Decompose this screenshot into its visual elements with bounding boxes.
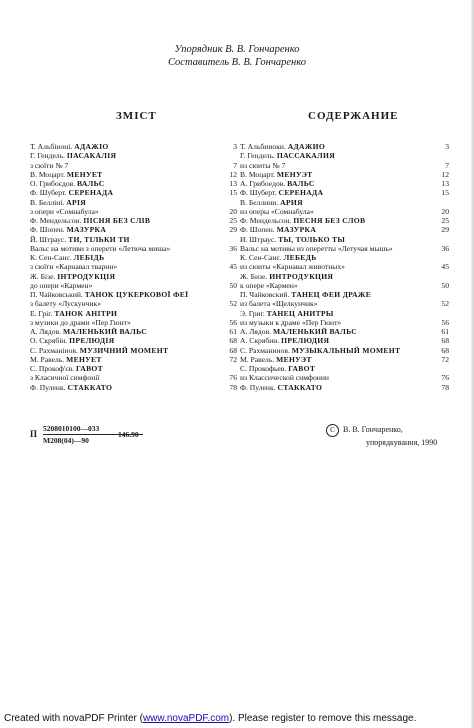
entry-page-number: 45 <box>229 262 237 272</box>
entry-work: АРИЯ <box>280 197 303 207</box>
entry-author: Ф. Пуленк. <box>240 382 278 392</box>
contents-entry <box>240 188 449 197</box>
footer-link[interactable]: www.novaPDF.com <box>142 713 230 724</box>
entry-work: ЛЕБЕДЬ <box>283 253 317 262</box>
entry-work: СЕРЕНАДА <box>278 188 324 198</box>
contents-entry <box>30 318 237 327</box>
entry-page-number: 3 <box>445 142 449 151</box>
entry-page-number: 52 <box>229 299 237 309</box>
entry-title <box>30 179 237 188</box>
entry-author: А. Грибоедов. <box>240 179 288 188</box>
contents-entry <box>30 346 237 355</box>
entry-author: Й. Штраус. <box>30 234 69 244</box>
entry-work: МУЗЫКАЛЬНЫЙ МОМЕНТ <box>291 345 401 355</box>
entry-title <box>30 170 237 179</box>
entry-author: А. Скрябин. <box>240 336 282 346</box>
entry-author: А. Лядов. <box>30 327 63 336</box>
entry-author: з сюїти «Карнавал тварин» <box>30 262 118 272</box>
contents-entry <box>240 216 449 225</box>
contents-entry <box>240 244 449 253</box>
footer-text-after: ). Please register to remove this message. <box>229 713 417 724</box>
entry-title <box>30 346 237 355</box>
entry-title <box>30 327 237 336</box>
entry-page-number: 20 <box>441 206 449 216</box>
entry-work: МАЗУРКА <box>66 225 107 235</box>
contents-entry <box>240 142 449 151</box>
entry-work: ПАССАКАЛИЯ <box>276 151 335 161</box>
entry-author: з музики до драми «Пер Гюнт» <box>30 317 131 327</box>
contents-entry <box>240 299 449 308</box>
entry-page-number: 52 <box>441 299 449 309</box>
contents-entry <box>240 383 449 392</box>
entry-page-number: 29 <box>229 225 237 235</box>
entry-title <box>240 355 449 364</box>
entry-work: ПАСАКАЛІЯ <box>66 151 117 161</box>
entry-author: Ж. Бізе. <box>30 271 58 281</box>
entry-work: АДАЖІО <box>74 142 109 151</box>
entry-work: СТАККАТО <box>277 382 323 392</box>
entry-author: Г. Гендель. <box>240 151 277 161</box>
contents-entry <box>240 253 449 262</box>
entry-author: из балета «Щелкунчик» <box>240 299 318 309</box>
entry-author: С. Рахманинов. <box>240 345 292 355</box>
entry-author: С. Прокоф'єв. <box>30 364 76 373</box>
imprint-block <box>30 424 220 454</box>
contents-entry <box>240 336 449 345</box>
entry-work: МЕНУЭТ <box>276 169 313 179</box>
entry-page-number: 3 <box>233 142 237 151</box>
entry-author: из Классической симфонии <box>240 373 329 383</box>
entry-author: к опере «Кармен» <box>240 280 298 290</box>
compiler-russian: Составитель В. В. Гончаренко <box>167 57 307 68</box>
entry-author: Е. Гріг. <box>30 308 55 318</box>
entry-title <box>30 336 237 345</box>
entry-work: МЕНУЭТ <box>276 354 312 364</box>
copyright-icon: C <box>326 424 339 437</box>
entry-page-number: 29 <box>441 225 449 235</box>
contents-list-russian <box>240 142 449 392</box>
entry-title <box>30 225 237 234</box>
entry-page-number: 72 <box>229 354 237 364</box>
entry-author: К. Сен-Санс. <box>240 253 284 262</box>
footer-text-before: Created with novaPDF Printer ( <box>4 713 143 724</box>
imprint-price: 146.90 <box>118 430 139 439</box>
contents-entry <box>30 142 237 151</box>
entry-author: А. Лядов. <box>240 327 273 336</box>
entry-work: МАЛЕНЬКИЙ ВАЛЬС <box>62 327 148 336</box>
contents-entry <box>240 327 449 336</box>
entry-title <box>240 373 449 382</box>
entry-title <box>240 281 449 290</box>
entry-author: С. Рахманінов. <box>30 345 80 355</box>
entry-title <box>240 262 449 271</box>
entry-author: из музыки к драме «Пер Гюнт» <box>240 317 342 327</box>
entry-title <box>240 207 449 216</box>
entry-page-number: 13 <box>441 179 449 188</box>
entry-author: О. Скрябін. <box>30 336 70 346</box>
contents-entry <box>240 346 449 355</box>
contents-entry <box>30 364 237 373</box>
contents-entry <box>30 327 237 336</box>
entry-author: з сюїти № 7 <box>30 160 69 170</box>
entry-title <box>240 188 449 197</box>
contents-entry <box>30 355 237 364</box>
entry-title <box>240 151 449 160</box>
entry-title <box>240 272 449 281</box>
entry-title <box>30 383 237 392</box>
entry-author: до опери «Кармен» <box>30 280 93 290</box>
entry-work: МАЗУРКА <box>276 225 317 235</box>
entry-page-number: 61 <box>441 327 449 336</box>
entry-page-number: 7 <box>233 160 237 170</box>
entry-work: МЕНУЕТ <box>66 354 102 364</box>
entry-title <box>30 355 237 364</box>
contents-entry <box>240 225 449 234</box>
contents-entry <box>240 355 449 364</box>
contents-entry <box>240 364 449 373</box>
entry-author: Ф. Мендельсон. <box>240 216 294 225</box>
entry-author: Ф. Шопен. <box>30 225 67 235</box>
imprint-code-top: 5208010100—033 <box>43 424 100 433</box>
contents-entry <box>30 161 237 170</box>
entry-title <box>240 235 449 244</box>
entry-title <box>30 299 237 308</box>
entry-author: из сюиты № 7 <box>240 160 286 170</box>
entry-page-number: 68 <box>229 345 237 355</box>
entry-page-number: 13 <box>229 179 237 188</box>
entry-page-number: 20 <box>229 206 237 216</box>
entry-title <box>240 327 449 336</box>
entry-title <box>240 253 449 262</box>
entry-work: ПРЕЛЮДІЯ <box>69 336 115 346</box>
entry-title <box>30 207 237 216</box>
entry-title <box>240 198 449 207</box>
entry-page-number: 50 <box>229 280 237 290</box>
entry-work: МЕНУЕТ <box>66 169 103 179</box>
entry-work: ІНТРОДУКЦІЯ <box>57 271 116 281</box>
entry-title <box>240 364 449 373</box>
entry-page-number: 76 <box>229 373 237 383</box>
entry-page-number: 45 <box>441 262 449 272</box>
contents-entry <box>30 290 237 299</box>
entry-author: И. Штраус. <box>240 234 279 244</box>
contents-entry <box>240 179 449 188</box>
entry-author: Ф. Шуберт. <box>240 188 279 198</box>
contents-entry <box>240 318 449 327</box>
contents-entry <box>240 272 449 281</box>
entry-work: АДАЖИО <box>287 142 326 151</box>
entry-work: ИНТРОДУКЦИЯ <box>269 271 334 281</box>
entry-page-number: 68 <box>229 336 237 346</box>
entry-page-number: 56 <box>229 317 237 327</box>
entry-work: ТАНЕЦ ФЕИ ДРАЖЕ <box>291 290 372 299</box>
entry-author: В. Моцарт. <box>240 169 277 179</box>
entry-title <box>240 346 449 355</box>
entry-author: В. Беллини. <box>240 197 281 207</box>
entry-title <box>30 198 237 207</box>
contents-heading-russian: СОДЕРЖАНИЕ <box>308 110 399 122</box>
entry-title <box>30 188 237 197</box>
entry-author: Вальс на мотивы из оперетты «Летучая мышь» <box>240 243 393 253</box>
entry-work: ПЕСНЯ БЕЗ СЛОВ <box>293 216 366 225</box>
entry-title <box>30 281 237 290</box>
entry-author: К. Сен-Санс. <box>30 253 74 262</box>
entry-page-number: 68 <box>441 345 449 355</box>
entry-author: из сюиты «Карнавал животных» <box>240 262 345 272</box>
contents-entry <box>30 216 237 225</box>
entry-title <box>240 244 449 253</box>
entry-work: ВАЛЬС <box>287 179 315 188</box>
entry-page-number: 12 <box>229 169 237 179</box>
contents-entry <box>30 309 237 318</box>
contents-entry <box>30 272 237 281</box>
contents-entry <box>30 281 237 290</box>
entry-title <box>240 336 449 345</box>
imprint-code-bottom: М208(04)—90 <box>43 436 89 445</box>
entry-title <box>240 383 449 392</box>
entry-work: МУЗИЧНИЙ МОМЕНТ <box>79 345 169 355</box>
watermark-footer <box>4 713 416 724</box>
entry-author: Вальс на мотиви з оперети «Летюча миша» <box>30 243 171 253</box>
entry-title <box>240 161 449 170</box>
copyright-holder: В. В. Гончаренко, <box>343 425 403 434</box>
entry-work: МАЛЕНЬКИЙ ВАЛЬС <box>272 327 358 336</box>
contents-entry <box>240 290 449 299</box>
contents-entry <box>30 383 237 392</box>
entry-page-number: 78 <box>441 382 449 392</box>
entry-title <box>240 170 449 179</box>
contents-entry <box>240 309 449 318</box>
entry-work: ТИ, ТІЛЬКИ ТИ <box>68 234 130 244</box>
contents-entry <box>30 170 237 179</box>
entry-page-number: 36 <box>441 243 449 253</box>
entry-title <box>30 309 237 318</box>
contents-entry <box>30 235 237 244</box>
entry-page-number: 68 <box>441 336 449 346</box>
entry-author: Ф. Шуберт. <box>30 188 69 198</box>
contents-entry <box>240 161 449 170</box>
contents-entry <box>240 170 449 179</box>
entry-work: СТАККАТО <box>67 382 113 392</box>
entry-work: ЛЕБІДЬ <box>73 253 105 262</box>
entry-author: Ф. Шопен. <box>240 225 277 235</box>
entry-page-number: 76 <box>441 373 449 383</box>
contents-entry <box>30 198 237 207</box>
entry-page-number: 25 <box>441 216 449 225</box>
compiler-ukrainian: Упорядник В. В. Гончаренко <box>174 44 300 55</box>
contents-entry <box>240 262 449 271</box>
entry-title <box>240 318 449 327</box>
entry-title <box>30 161 237 170</box>
contents-list-ukrainian <box>30 142 237 392</box>
contents-entry <box>240 198 449 207</box>
entry-title <box>30 253 237 262</box>
contents-entry <box>30 244 237 253</box>
contents-entry <box>30 179 237 188</box>
entry-page-number: 15 <box>229 188 237 198</box>
entry-title <box>240 299 449 308</box>
contents-entry <box>30 336 237 345</box>
entry-work: ТЫ, ТОЛЬКО ТЫ <box>278 234 346 244</box>
imprint-letter: П <box>30 429 38 439</box>
contents-entry <box>30 188 237 197</box>
entry-title <box>30 272 237 281</box>
entry-author: з Класичної симфонії <box>30 373 100 383</box>
entry-author: Т. Альбиноки. <box>240 142 288 151</box>
entry-author: Ф. Пуленк. <box>30 382 68 392</box>
contents-entry <box>30 225 237 234</box>
entry-title <box>30 244 237 253</box>
entry-author: П. Чайковский. <box>240 290 292 299</box>
entry-author: В. Белліні. <box>30 197 67 207</box>
contents-entry <box>30 207 237 216</box>
entry-work: СЕРЕНАДА <box>68 188 114 198</box>
entry-author: П. Чайковський. <box>30 290 85 299</box>
entry-author: М. Равель. <box>30 354 67 364</box>
entry-title <box>30 364 237 373</box>
entry-work: ГАВОТ <box>288 364 316 373</box>
entry-author: М. Равель. <box>240 354 277 364</box>
entry-author: Т. Альбіноні. <box>30 142 75 151</box>
entry-title <box>240 216 449 225</box>
entry-title <box>30 151 237 160</box>
entry-page-number: 7 <box>445 160 449 170</box>
entry-author: Ф. Мендельсон. <box>30 216 84 225</box>
entry-title <box>240 309 449 318</box>
entry-author: Ж. Бизе. <box>240 271 270 281</box>
contents-entry <box>30 299 237 308</box>
entry-title <box>30 318 237 327</box>
contents-entry <box>30 151 237 160</box>
entry-work: ПРЕЛЮДИЯ <box>281 336 330 346</box>
entry-work: ТАНОК ЦУКЕРКОВОЇ ФЕЇ <box>84 290 189 299</box>
contents-entry <box>240 235 449 244</box>
entry-title <box>240 225 449 234</box>
entry-title <box>240 290 449 299</box>
entry-page-number: 12 <box>441 169 449 179</box>
entry-work: ВАЛЬС <box>77 179 105 188</box>
entry-work: ГАВОТ <box>75 364 104 373</box>
entry-title <box>240 142 449 151</box>
entry-title <box>30 142 237 151</box>
entry-title <box>30 235 237 244</box>
entry-author: О. Грибоєдов. <box>30 179 78 188</box>
entry-work: ТАНОК АНІТРИ <box>54 308 118 318</box>
entry-page-number: 25 <box>229 216 237 225</box>
contents-entry <box>30 373 237 382</box>
entry-title <box>30 290 237 299</box>
entry-author: Г. Гендель. <box>30 151 67 161</box>
contents-entry <box>240 207 449 216</box>
entry-author: з балету «Лускунчик» <box>30 299 102 309</box>
entry-work: ПІСНЯ БЕЗ СЛІВ <box>83 216 151 225</box>
copyright-block <box>326 424 437 448</box>
entry-author: В. Моцарт. <box>30 169 67 179</box>
entry-page-number: 50 <box>441 280 449 290</box>
entry-page-number: 72 <box>441 354 449 364</box>
contents-entry <box>30 253 237 262</box>
entry-author: из оперы «Сомнабула» <box>240 206 314 216</box>
contents-entry <box>240 373 449 382</box>
entry-page-number: 56 <box>441 317 449 327</box>
entry-page-number: 36 <box>229 243 237 253</box>
entry-title <box>30 262 237 271</box>
entry-page-number: 61 <box>229 327 237 336</box>
contents-entry <box>240 151 449 160</box>
copyright-note: упорядкування, 1990 <box>366 438 438 447</box>
entry-author: з опери «Сомнабула» <box>30 206 99 216</box>
entry-author: Э. Григ. <box>240 308 267 318</box>
entry-work: АРІЯ <box>66 197 87 207</box>
entry-title <box>240 179 449 188</box>
entry-work: ТАНЕЦ АНИТРЫ <box>266 308 334 318</box>
contents-entry <box>240 281 449 290</box>
entry-page-number: 15 <box>441 188 449 198</box>
entry-title <box>30 373 237 382</box>
entry-title <box>30 216 237 225</box>
entry-page-number: 78 <box>229 382 237 392</box>
entry-author: С. Прокофьев. <box>240 364 289 373</box>
contents-entry <box>30 262 237 271</box>
contents-heading-ukrainian: ЗМІСТ <box>116 110 157 122</box>
